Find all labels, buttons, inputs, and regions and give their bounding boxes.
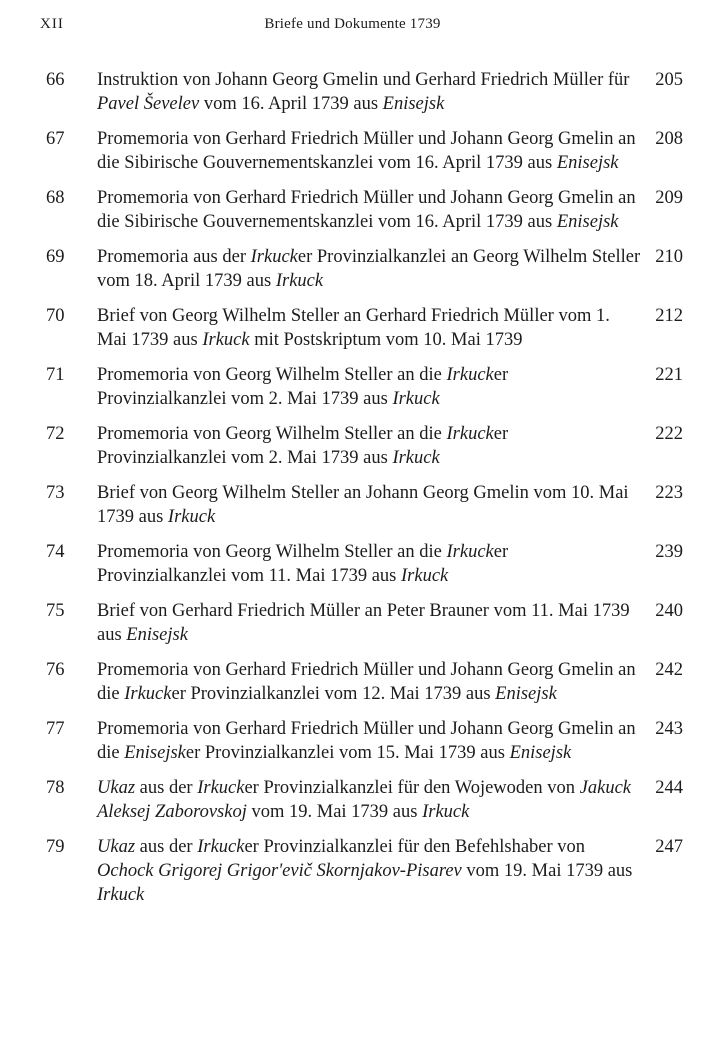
entry-page-number: 243 — [655, 719, 683, 739]
entry-title — [97, 127, 642, 175]
entry-number: 69 — [46, 247, 65, 267]
entry-title-italic-segment: Irkuck — [97, 885, 145, 905]
entry-title — [97, 658, 642, 706]
page-header — [0, 16, 705, 40]
entry-title-segment: aus der — [135, 778, 198, 798]
entry-title — [97, 68, 642, 116]
entry-number: 76 — [46, 660, 65, 680]
toc-entry — [0, 127, 705, 175]
entry-title-italic-segment: Irkuck — [250, 247, 298, 267]
entry-title-segment: er Provinzialkanzlei vom 15. Mai 1739 aus — [185, 743, 510, 763]
entry-title-segment: Promemoria von Georg Wilhelm Steller an die — [97, 365, 447, 385]
toc-entry — [0, 363, 705, 411]
entry-title-italic-segment: Irkuck — [124, 684, 172, 704]
entry-title — [97, 835, 642, 907]
entry-title-italic-segment: Irkuck — [401, 566, 449, 586]
page-number: XII — [40, 16, 64, 32]
entry-number: 75 — [46, 601, 65, 621]
entry-title-segment: Instruktion von Johann Georg Gmelin und Gerhard Friedrich Müller für — [97, 70, 630, 90]
entry-title — [97, 245, 642, 293]
entry-title-segment: Promemoria aus der — [97, 247, 251, 267]
entry-title — [97, 599, 642, 647]
entry-title-italic-segment: Irkuck — [392, 389, 440, 409]
entry-title-segment: aus der — [135, 837, 198, 857]
entry-title-segment: Promemoria von Gerhard Friedrich Müller und Johann Georg Gmelin an die — [97, 719, 636, 763]
entry-page-number: 205 — [655, 70, 683, 90]
table-of-contents — [0, 68, 705, 918]
entry-title-italic-segment: Pavel Ševelev — [97, 94, 200, 114]
entry-title-segment: Promemoria von Gerhard Friedrich Müller und Johann Georg Gmelin an die — [97, 660, 636, 704]
entry-title-italic-segment: Irkuck — [446, 365, 494, 385]
running-title: Briefe und Dokumente 1739 — [264, 16, 441, 32]
toc-entry — [0, 717, 705, 765]
entry-title — [97, 481, 642, 529]
entry-page-number: 247 — [655, 837, 683, 857]
entry-title-segment: er Provinzialkanzlei vom 2. Mai 1739 aus — [97, 365, 509, 409]
entry-page-number: 223 — [655, 483, 683, 503]
entry-title — [97, 422, 642, 470]
toc-entry — [0, 68, 705, 116]
entry-title-italic-segment: Irkuck — [167, 507, 216, 527]
toc-entry — [0, 186, 705, 234]
entry-number: 74 — [46, 542, 65, 562]
entry-title-italic-segment: Enisejsk — [509, 743, 572, 763]
toc-entry — [0, 422, 705, 470]
entry-title-segment: vom 19. Mai 1739 aus — [246, 802, 423, 822]
entry-title-italic-segment: Ochock Grigorej Grigor'evič Skornjakov-Pisarev — [97, 861, 462, 881]
entry-page-number: 221 — [655, 365, 683, 385]
entry-title-segment: vom 19. Mai 1739 aus — [461, 861, 633, 881]
toc-entry — [0, 304, 705, 352]
entry-title — [97, 776, 642, 824]
entry-title-italic-segment: Irkuck — [422, 802, 470, 822]
entry-number: 68 — [46, 188, 65, 208]
entry-title-segment: vom 16. April 1739 aus — [199, 94, 383, 114]
toc-entry — [0, 776, 705, 824]
entry-title-segment: er Provinzialkanzlei vom 11. Mai 1739 aus — [97, 542, 509, 586]
entry-title-italic-segment: Irkuck — [446, 424, 494, 444]
entry-page-number: 210 — [655, 247, 683, 267]
toc-entry — [0, 245, 705, 293]
entry-page-number: 239 — [655, 542, 683, 562]
entry-title-italic-segment: Irkuck — [197, 837, 245, 857]
entry-title-italic-segment: Enisejsk — [495, 684, 557, 704]
entry-title — [97, 363, 642, 411]
entry-title-italic-segment: Jakuck Aleksej Zaborovskoj — [97, 778, 631, 822]
entry-title-segment: Promemoria von Gerhard Friedrich Müller und Johann Georg Gmelin an die Sibirische Gouvernementskanzlei vom 16. April 1739 aus — [97, 129, 636, 173]
entry-title-segment: Promemoria von Gerhard Friedrich Müller und Johann Georg Gmelin an die Sibirische Gouvernementskanzlei vom 16. April 1739 aus — [97, 188, 636, 232]
entry-number: 78 — [46, 778, 65, 798]
entry-page-number: 242 — [655, 660, 683, 680]
entry-title — [97, 540, 642, 588]
entry-number: 70 — [46, 306, 65, 326]
entry-title-italic-segment: Ukaz — [97, 837, 136, 857]
entry-title-italic-segment: Irkuck — [392, 448, 440, 468]
entry-title-segment: mit Postskriptum vom 10. Mai 1739 — [249, 330, 523, 350]
entry-title-segment: er Provinzialkanzlei vom 2. Mai 1739 aus — [97, 424, 509, 468]
entry-title-segment: Brief von Georg Wilhelm Steller an Gerhard Friedrich Müller vom 1. Mai 1739 aus — [97, 306, 610, 350]
entry-title-segment: er Provinzialkanzlei für den Befehlshaber von — [244, 837, 586, 857]
entry-title-italic-segment: Irkuck — [202, 330, 250, 350]
entry-page-number: 212 — [655, 306, 683, 326]
entry-number: 79 — [46, 837, 65, 857]
toc-entry — [0, 599, 705, 647]
entry-title — [97, 304, 642, 352]
entry-title-segment: Promemoria von Georg Wilhelm Steller an die — [97, 424, 447, 444]
entry-page-number: 209 — [655, 188, 683, 208]
entry-number: 71 — [46, 365, 65, 385]
entry-title-italic-segment: Enisejsk — [124, 743, 186, 763]
entry-title-segment: er Provinzialkanzlei an Georg Wilhelm Steller vom 18. April 1739 aus — [97, 247, 641, 291]
entry-title — [97, 717, 642, 765]
entry-number: 77 — [46, 719, 65, 739]
entry-number: 73 — [46, 483, 65, 503]
entry-number: 72 — [46, 424, 65, 444]
entry-title-segment: Brief von Georg Wilhelm Steller an Johann Georg Gmelin vom 10. Mai 1739 aus — [97, 483, 629, 527]
entry-title-italic-segment: Enisejsk — [556, 153, 619, 173]
entry-title-italic-segment: Enisejsk — [556, 212, 619, 232]
entry-number: 66 — [46, 70, 65, 90]
entry-title-segment: Promemoria von Georg Wilhelm Steller an die — [97, 542, 447, 562]
entry-title — [97, 186, 642, 234]
entry-title-italic-segment: Irkuck — [275, 271, 324, 291]
entry-title-italic-segment: Ukaz — [97, 778, 136, 798]
toc-entry — [0, 835, 705, 907]
entry-title-segment: er Provinzialkanzlei vom 12. Mai 1739 aus — [171, 684, 496, 704]
entry-title-italic-segment: Enisejsk — [382, 94, 445, 114]
entry-title-italic-segment: Enisejsk — [126, 625, 188, 645]
entry-title-segment: Brief von Gerhard Friedrich Müller an Peter Brauner vom 11. Mai 1739 aus — [97, 601, 630, 645]
toc-entry — [0, 481, 705, 529]
toc-entry — [0, 658, 705, 706]
entry-page-number: 208 — [655, 129, 683, 149]
toc-entry — [0, 540, 705, 588]
entry-title-italic-segment: Irkuck — [446, 542, 494, 562]
entry-page-number: 222 — [655, 424, 683, 444]
entry-title-italic-segment: Irkuck — [197, 778, 245, 798]
entry-page-number: 240 — [655, 601, 683, 621]
entry-page-number: 244 — [655, 778, 683, 798]
entry-title-segment: er Provinzialkanzlei für den Wojewoden von — [244, 778, 580, 798]
entry-number: 67 — [46, 129, 65, 149]
